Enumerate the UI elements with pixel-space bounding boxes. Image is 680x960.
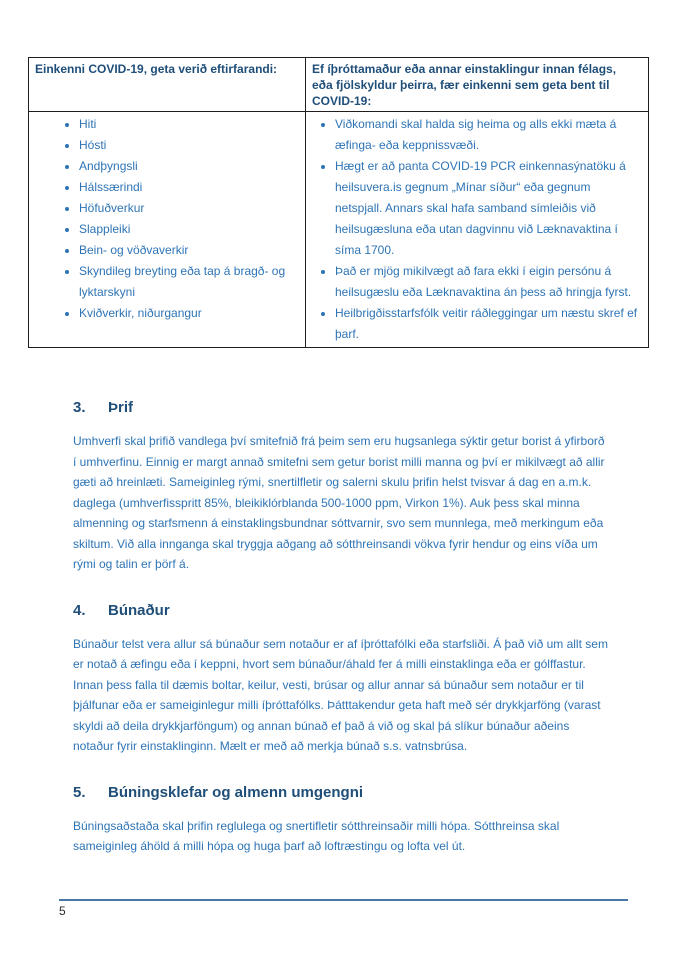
section-bunadur xyxy=(73,601,609,757)
section-paragraph: Umhverfi skal þrifið vandlega því smitefnið frá þeim sem eru hugsanlega sýktir getur borist á yfirborð í umhverfinu. Einnig er margt annað smitefni sem getur borist milli manna og því er mikilvægt að allir gæti að hreinlæti. Sameiginleg rými, snertilfletir og salerni skulu þrifin helst tvisvar á dag en a.m.k. daglega (umhverfisspritt 85%, bleikiklórblanda 500-1000 ppm, Virkon 1%). Auk þess skal minna almenning og starfsmenn á einstaklingsbundnar sóttvarnir, svo sem munnlega, með merkingum eða skiltum. Við alla innganga skal tryggja aðgang að sótthreinsandi vökva fyrir hendur og eins víða um rými og talin er þörf á. xyxy=(73,434,605,571)
symptom-item: • Andþyngsli xyxy=(79,156,299,177)
symptom-item: • Slappleiki xyxy=(79,219,299,240)
symptom-item: • Hálssærindi xyxy=(79,177,299,198)
symptom-item: • Skyndileg breyting eða tap á bragð- og lyktarskyni xyxy=(79,261,299,303)
section-heading xyxy=(73,783,609,803)
section-heading xyxy=(73,398,609,418)
section-paragraph: Búnaður telst vera allur sá búnaður sem notaður er af íþróttafólki eða starfsliði. Á það við um allt sem er notað á æfingu eða í keppni, hvort sem búnaður/áhald fer á milli einstaklinga eða er gólffastur. Innan þess falla til dæmis boltar, keilur, vesti, brúsar og allur annar sá búnaður sem notaður er til þjálfunar eða er sameiginlegur milli íþróttafólks. Þátttakendur geta haft með sér drykkjarföng (varast skyldi að deila drykkjarföngum) og annan búnað ef það á við og skal þá slíkur búnaður aðeins notaður fyrir einstaklinginn. Mælt er með að merkja búnað s.s. vatnsbrúsa. xyxy=(73,636,608,753)
section-heading xyxy=(73,601,609,621)
guidance-item: • Heilbrigðisstarfsfólk veitir ráðleggingar um næstu skref ef þarf. xyxy=(335,303,638,345)
guidance-item: • Hægt er að panta COVID-19 PCR einkennasýnatöku á heilsuvera.is gegnum „Mínar síður“ eða gegnum netspjall. Annars skal hafa samband símleiðis við heilsugæsluna eða utan dagvinnu við Læknavaktina í síma 1700. xyxy=(335,156,638,261)
heading-title: Búnaður xyxy=(108,601,170,619)
section-buningsklefar xyxy=(73,783,609,857)
symptom-item: • Hiti xyxy=(79,114,299,135)
symptom-item: • Bein- og vöðvaverkir xyxy=(79,240,299,261)
symptom-item: • Kviðverkir, niðurgangur xyxy=(79,303,299,324)
heading-title: Þrif xyxy=(108,399,134,416)
heading-number: 3. xyxy=(73,399,86,416)
footer-divider xyxy=(59,899,628,901)
document-body xyxy=(73,365,609,857)
heading-number: 5. xyxy=(73,783,86,801)
section-paragraph: Búningsaðstaða skal þrifin reglulega og snertifletir sótthreinsaðir milli hópa. Sótthreinsa skal sameiginleg áhöld á milli hópa og huga þarf að loftræstingu og lofta vel út. xyxy=(73,818,560,853)
heading-number: 4. xyxy=(73,601,86,619)
guidance-item: • Það er mjög mikilvægt að fara ekki í eigin persónu á heilsugæslu eða Læknavaktina án þess að hringja fyrst. xyxy=(335,261,638,303)
guidance-cell xyxy=(306,112,648,347)
table-header-left: Einkenni COVID-19, geta verið eftirfarandi: xyxy=(29,58,306,111)
symptoms-list xyxy=(29,114,305,324)
symptom-item: • Hósti xyxy=(79,135,299,156)
table-header-row xyxy=(29,58,648,112)
page-number: 5 xyxy=(59,904,66,918)
table-body-row xyxy=(29,112,648,347)
guidance-item: • Viðkomandi skal halda sig heima og alls ekki mæta á æfinga- eða keppnissvæði. xyxy=(335,114,638,156)
symptoms-cell xyxy=(29,112,306,347)
section-thrif xyxy=(73,398,609,575)
symptom-item: • Höfuðverkur xyxy=(79,198,299,219)
covid-symptoms-table xyxy=(28,57,649,348)
table-header-right: Ef íþróttamaður eða annar einstaklingur innan félags, eða fjölskyldur þeirra, fær einkenni sem geta bent til COVID-19: xyxy=(312,62,617,108)
heading-title: Búningsklefar og almenn umgengni xyxy=(108,783,364,801)
guidance-list xyxy=(306,114,648,345)
